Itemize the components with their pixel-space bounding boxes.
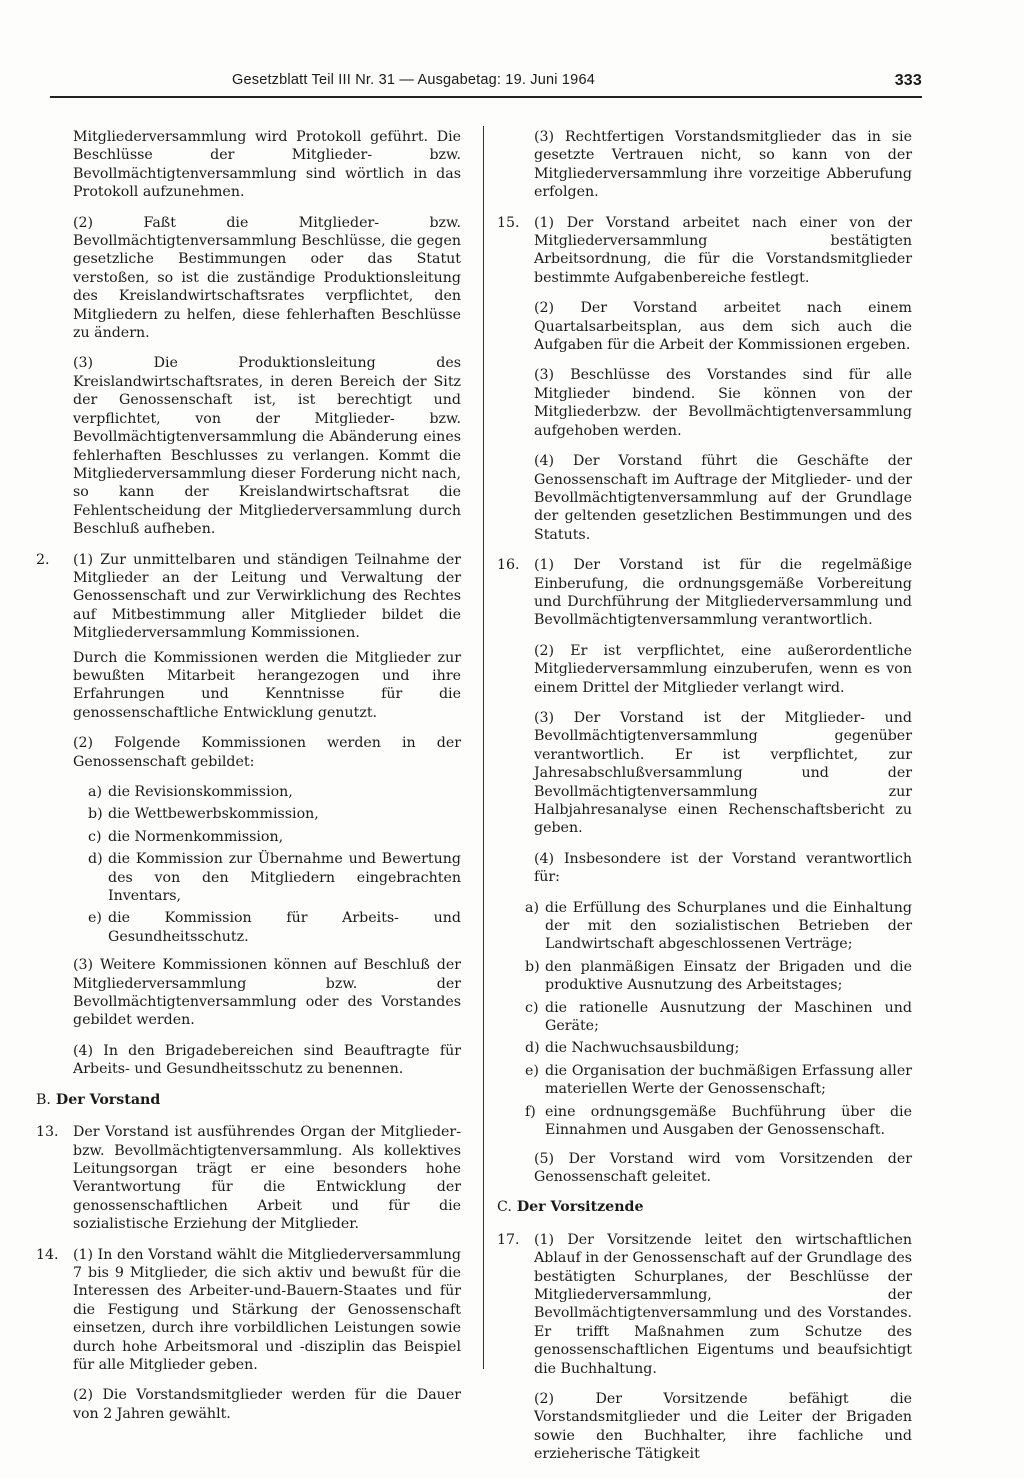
paragraph: (1) Zur unmittelbaren und ständigen Teilnahme der Mitglieder an der Leitung und Verwaltung der Genossenschaft und zur Verwirklichung des Rechtes auf Mitbestimmung aller Mitglieder bildet die Mitgliederversammlung Kommissionen. — [73, 551, 461, 642]
paragraph: Der Vorstand ist ausführendes Organ der Mitglieder- bzw. Bevollmächtigtenversammlung. Als kollektives Leitungsorgan trägt er eine besonders hohe Verantwortung für die Entwicklung der genossenschaftlichen Arbeit und für die sozialistische Erziehung der Mitglieder. — [73, 1124, 461, 1233]
section-12 — [36, 551, 461, 771]
paragraph: (3) Weitere Kommissionen können auf Beschluß der Mitgliederversammlung bzw. der Bevollmächtigtenversammlung oder des Vorstandes gebildet werden. — [73, 957, 461, 1029]
heading-text: Der Vorstand — [55, 1091, 161, 1108]
section-15 — [497, 214, 912, 545]
list-marker: e) — [88, 910, 102, 927]
list-marker: d) — [88, 851, 103, 868]
list-item — [73, 783, 461, 801]
list-marker: e) — [525, 1062, 539, 1079]
responsibility-list — [525, 899, 912, 1140]
list-item-text: die rationelle Ausnutzung der Maschinen und Geräte; — [545, 999, 912, 1035]
list-item-text: die Nachwuchsausbildung; — [545, 1040, 740, 1057]
paragraph: (3) Rechtfertigen Vorstandsmitglieder das in sie gesetzte Vertrauen nicht, so kann von der Mitgliederversammlung ihre vorzeitige Abberufung erfolgen. — [534, 129, 912, 201]
paragraph: (2) Der Vorsitzende befähigt die Vorstandsmitglieder und die Leiter der Brigaden sowie den Buchhalter, ihre fachliche und erzieherische Tätigkeit — [534, 1390, 912, 1463]
paragraph: (4) In den Brigadebereichen sind Beauftragte für Arbeits- und Gesundheitsschutz zu benennen. — [73, 1042, 461, 1078]
paragraph: Durch die Kommissionen werden die Mitglieder zur bewußten Mitarbeit herangezogen und ihre Erfahrungen und Kenntnisse für die genossenschaftliche Entwicklung genutzt. — [73, 649, 461, 721]
section-16 — [497, 556, 912, 887]
commission-list — [73, 783, 461, 946]
paragraph: (4) Insbesondere ist der Vorstand verantwortlich für: — [534, 850, 912, 886]
list-item-text: eine ordnungsgemäße Buchführung über die Einnahmen und Ausgaben der Genossenschaft. — [545, 1103, 912, 1139]
list-item — [73, 828, 461, 846]
section-number: 2. — [36, 551, 50, 568]
list-marker: c) — [525, 999, 539, 1016]
paragraph: (1) Der Vorstand ist für die regelmäßige Einberufung, die ordnungsgemäße Vorbereitung und Durchführung der Mitgliederversammlung und Bevollmächtigtenversammlung verantwortlich. — [534, 557, 912, 629]
section-number: 17. — [497, 1231, 520, 1248]
list-item — [73, 850, 461, 905]
header-rule — [50, 96, 922, 98]
list-item — [73, 909, 461, 946]
paragraph: (1) Der Vorstand arbeitet nach einer von der Mitgliederversammlung bestätigten Arbeitsordnung, die für die Vorstandsmitglieder bestimmte Aufgabenbereiche festlegt. — [534, 214, 912, 286]
column-divider — [483, 126, 484, 1369]
right-column — [497, 128, 912, 1476]
paragraph: (3) Beschlüsse des Vorstandes sind für alle Mitglieder bindend. Sie können von der Mitgliederbzw. der Bevollmächtigtenversammlung aufgehoben werden. — [534, 367, 912, 439]
heading-text: Der Vorsitzende — [516, 1199, 644, 1216]
section-14 — [36, 1246, 461, 1424]
paragraph: (2) Faßt die Mitglieder- bzw. Bevollmächtigtenversammlung Beschlüsse, die gegen gesetzliche Bestimmungen oder das Statut verstoßen, so ist die zuständige Produktionsleitung des Kreislandwirtschaftsrates verpflichtet, den Mitgliedern zu helfen, diese fehlerhaften Beschlüsse zu ändern. — [73, 214, 461, 342]
paragraph: (1) Der Vorsitzende leitet den wirtschaftlichen Ablauf in der Genossenschaft auf der Grundlage des bestätigten Schurplanes, der Beschlüsse der Mitgliederversammlung, der Bevollmächtigtenversammlung und des Vorstandes. Er trifft Maßnahmen zum Schutze des genossenschaftlichen Eigentums und beaufsichtigt die Buchhaltung. — [534, 1231, 912, 1377]
paragraph: (2) Die Vorstandsmitglieder werden für die Dauer von 2 Jahren gewählt. — [73, 1387, 461, 1422]
paragraph: (2) Folgende Kommissionen werden in der Genossenschaft gebildet: — [73, 735, 461, 770]
list-marker: f) — [525, 1103, 536, 1120]
heading-letter: C. — [497, 1199, 512, 1216]
list-marker: d) — [525, 1040, 540, 1057]
section-17 — [497, 1231, 912, 1464]
paragraph: (3) Die Produktionsleitung des Kreislandwirtschaftsrates, in deren Bereich der Sitz der Genossenschaft ist, ist berechtigt und verpflichtet, von der Mitglieder- bzw. Bevollmächtigtenversammlung die Abänderung eines fehlerhaften Beschlusses zu verlangen. Kommt die Mitgliederversammlung dieser Forderung nicht nach, so kann der Kreislandwirtschaftsrat die Fehlentscheidung der Mitgliederversammlung durch Beschluß aufheben. — [73, 355, 461, 538]
list-item — [525, 958, 912, 995]
section-number: 14. — [36, 1246, 59, 1263]
paragraph: (3) Der Vorstand ist der Mitglieder- und Bevollmächtigtenversammlung gegenüber verantwortlich. Er ist verpflichtet, zur Jahresabschlußversammlung und der Bevollmächtigtenversammlung zur Halbjahresanalyse einen Rechenschaftsbericht zu geben. — [534, 709, 912, 837]
list-item-text: die Erfüllung des Schurplanes und die Einhaltung der mit den sozialistischen Betrieben der Landwirtschaft abgeschlossenen Verträge; — [545, 899, 912, 953]
section-number: 16. — [497, 557, 520, 574]
list-item — [525, 899, 912, 954]
list-item — [525, 1039, 912, 1057]
list-item-text: die Wettbewerbskommission, — [108, 806, 319, 823]
list-item-text: die Normenkommission, — [108, 828, 284, 845]
list-item — [525, 1062, 912, 1099]
section-number: 15. — [497, 214, 520, 231]
list-item-text: die Organisation der buchmäßigen Erfassung aller materiellen Werte der Genossenschaft; — [545, 1062, 912, 1098]
paragraph: (5) Der Vorstand wird vom Vorsitzenden der Genossenschaft geleitet. — [534, 1150, 912, 1185]
section-13 — [36, 1123, 461, 1233]
section-heading-b — [36, 1091, 461, 1109]
list-item — [525, 1103, 912, 1140]
section-heading-c — [497, 1198, 912, 1216]
list-marker: b) — [525, 958, 540, 975]
list-item — [73, 805, 461, 823]
list-marker: a) — [88, 784, 102, 800]
left-column — [36, 128, 461, 1435]
paragraph: Mitgliederversammlung wird Protokoll geführt. Die Beschlüsse der Mitglieder- bzw. Bevollmächtigtenversammlung sind wörtlich in das Protokoll aufzunehmen. — [73, 129, 461, 201]
list-item-text: den planmäßigen Einsatz der Brigaden und die produktive Ausnutzung des Arbeitstages; — [545, 958, 912, 994]
header-title: Gesetzblatt Teil III Nr. 31 — Ausgabetag: 19. Juni 1964 — [232, 72, 595, 88]
heading-letter: B. — [36, 1091, 51, 1108]
list-marker: a) — [525, 899, 539, 916]
list-item-text: die Kommission für Arbeits- und Gesundheitsschutz. — [108, 910, 461, 945]
paragraph: (4) Der Vorstand führt die Geschäfte der Genossenschaft im Auftrage der Mitglieder- und der Bevollmächtigtenversammlung auf der Grundlage der geltenden gesetzlichen Bestimmungen und des Statuts. — [534, 453, 912, 543]
list-marker: c) — [88, 828, 102, 845]
page-number: 333 — [894, 72, 922, 89]
list-item-text: die Revisionskommission, — [108, 784, 293, 800]
list-item-text: die Kommission zur Übernahme und Bewertung des von den Mitgliedern eingebrachten Inventars, — [108, 851, 461, 905]
paragraph: (1) In den Vorstand wählt die Mitgliederversammlung 7 bis 9 Mitglieder, die sich aktiv und bewußt für die Interessen des Arbeiter-und-Bauern-Staates und für die Festigung und Stärkung der Genossenschaft einsetzen, durch ihre vorbildlichen Leistungen sowie durch hohe Arbeitsmoral und -disziplin das Beispiel für alle Mitglieder geben. — [73, 1246, 461, 1373]
paragraph: (2) Der Vorstand arbeitet nach einem Quartalsarbeitsplan, aus dem sich auch die Aufgaben für die Arbeit der Kommissionen ergeben. — [534, 300, 912, 354]
paragraph: (2) Er ist verpflichtet, eine außerordentliche Mitgliederversammlung einzuberufen, wenn es von einem Drittel der Mitglieder verlangt wird. — [534, 642, 912, 696]
list-marker: b) — [88, 806, 103, 823]
list-item — [525, 999, 912, 1036]
section-number: 13. — [36, 1124, 59, 1141]
